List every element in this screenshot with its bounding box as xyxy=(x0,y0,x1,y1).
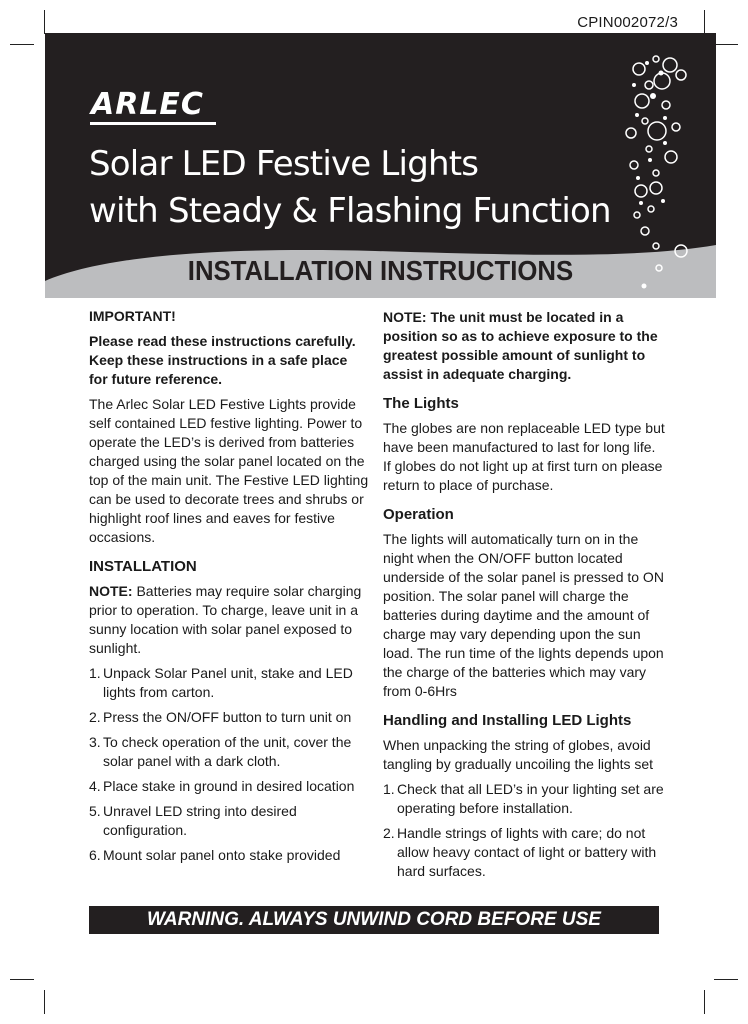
installation-steps xyxy=(89,664,369,865)
header-banner xyxy=(45,33,716,298)
location-note: NOTE: The unit must be located in a position so as to achieve exposure to the greatest possible amount of sunlight to assist in adequate charging. xyxy=(383,309,658,382)
handling-text: When unpacking the string of globes, avoid tangling by gradually uncoiling the lights set xyxy=(383,737,654,772)
list-item: 4. Place stake in ground in desired location xyxy=(89,778,355,794)
crop-mark xyxy=(44,990,45,1014)
installation-heading: INSTALLATION xyxy=(89,558,197,575)
crop-mark xyxy=(704,990,705,1014)
crop-mark xyxy=(44,10,45,34)
intro-text: The Arlec Solar LED Festive Lights provide self contained LED festive lighting. Power to operate the LED’s is derived from batteries charged using the solar panel located on the top of the main unit. The Festive LED lighting can be used to decorate trees and shrubs or highlight roof lines and eaves for festive occasions. xyxy=(89,396,369,545)
list-item: 2. Handle strings of lights with care; do not allow heavy contact of light or battery with hard surfaces. xyxy=(383,825,657,879)
left-column xyxy=(89,307,369,871)
crop-mark xyxy=(714,44,738,45)
title-line-1: Solar LED Festive Lights xyxy=(89,144,479,184)
warning-banner: WARNING. ALWAYS UNWIND CORD BEFORE USE xyxy=(89,906,659,934)
list-item: 6. Mount solar panel onto stake provided xyxy=(89,847,341,863)
handling-heading: Handling and Installing LED Lights xyxy=(383,712,632,729)
crop-mark xyxy=(704,10,705,34)
installation-note xyxy=(89,582,369,658)
lights-heading: The Lights xyxy=(383,395,459,412)
list-item: 3. To check operation of the unit, cover the solar panel with a dark cloth. xyxy=(89,734,352,769)
operation-heading: Operation xyxy=(383,506,454,523)
crop-mark xyxy=(10,979,34,980)
section-title: INSTALLATION INSTRUCTIONS xyxy=(187,255,574,286)
right-column xyxy=(383,308,665,887)
note-text: Batteries may require solar charging prior to operation. To charge, leave unit in a sunny location with solar panel exposed to sunlight. xyxy=(89,583,362,656)
operation-text: The lights will automatically turn on in the night when the ON/OFF button located underside of the solar panel is pressed to ON position. The solar panel will charge the batteries during daytime and the amount of charge may vary depending upon the sun load. The run time of the lights depends upon the charge of the batteries which may vary from 0-6Hrs xyxy=(383,531,664,699)
brand-logo: ARLEC xyxy=(91,87,204,122)
brand-logo-underline xyxy=(90,122,216,125)
crop-mark xyxy=(10,44,34,45)
crop-mark xyxy=(714,979,738,980)
list-item: 2. Press the ON/OFF button to turn unit on xyxy=(89,709,352,725)
list-item: 1. Check that all LED’s in your lighting set are operating before installation. xyxy=(383,781,664,816)
title-line-2: with Steady & Flashing Function xyxy=(89,191,611,231)
product-title xyxy=(89,141,611,235)
lights-text: The globes are non replaceable LED type but have been manufactured to last for long life. If globes do not light up at first turn on please return to place of purchase. xyxy=(383,420,665,493)
list-item: 1. Unpack Solar Panel unit, stake and LED lights from carton. xyxy=(89,665,353,700)
important-heading: IMPORTANT! xyxy=(89,308,176,324)
list-item: 5. Unravel LED string into desired configuration. xyxy=(89,803,297,838)
document-code: CPIN002072/3 xyxy=(577,14,678,31)
handling-steps xyxy=(383,780,665,881)
note-label: NOTE: xyxy=(89,583,133,599)
important-text: Please read these instructions carefully. Keep these instructions in a safe place for future reference. xyxy=(89,333,356,387)
